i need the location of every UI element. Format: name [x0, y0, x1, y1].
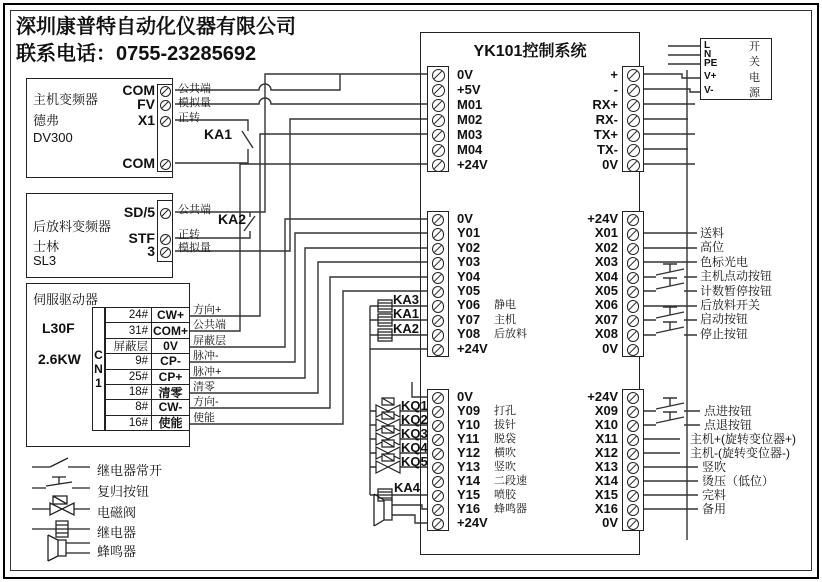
terminal-screw	[432, 159, 445, 172]
terminal-screw	[160, 116, 171, 127]
terminal-label: M02	[457, 111, 483, 127]
inverter2-terminal-strip	[157, 200, 173, 262]
terminal-label: Y13	[457, 459, 481, 474]
input-label: 主机+(旋转变位器+)	[690, 432, 797, 446]
terminal-label: Y03	[457, 254, 481, 270]
terminal-screw	[432, 129, 445, 142]
function-label	[494, 390, 527, 404]
terminal-label: Y12	[457, 445, 481, 460]
terminal-label: X10	[594, 417, 618, 432]
terminal-screw	[160, 208, 171, 219]
function-label: 喷胶	[494, 489, 516, 501]
servo-wire-labels	[193, 303, 226, 426]
terminal-screw	[627, 300, 639, 312]
function-label: 蜂鸣器	[494, 503, 527, 515]
terminal-screw	[627, 329, 639, 341]
pushbutton-symbols	[656, 264, 684, 423]
wire-label: 屏蔽层	[193, 334, 226, 347]
inverter1-brand: 德弗	[33, 113, 60, 128]
terminal-screw	[627, 99, 640, 112]
function-label	[494, 270, 527, 284]
terminal-label: RX+	[592, 96, 618, 112]
table-row	[106, 353, 189, 368]
input-label: 完料	[702, 488, 727, 502]
yk101-br-labels	[558, 390, 618, 530]
terminal-screw	[432, 214, 444, 226]
function-label	[494, 516, 527, 530]
terminal-label: SD/5	[123, 204, 155, 220]
power-terminal-label: N	[704, 49, 712, 60]
power-terminal-label: PE	[704, 58, 718, 69]
terminal-label: TX-	[597, 141, 618, 157]
input-label: 停止按钮	[700, 326, 749, 341]
terminal-screw	[432, 114, 445, 127]
valve-label: KQ2	[401, 412, 428, 427]
terminal-screw	[627, 434, 639, 446]
terminal-label: Y02	[457, 239, 481, 255]
yk101-strip-top-right	[622, 66, 644, 172]
terminal-label: +	[610, 66, 618, 82]
wire-label: 方向+	[193, 304, 222, 316]
yk101-bl-function-labels	[494, 390, 527, 530]
legend-valve-icon	[32, 496, 90, 515]
terminal-screw	[627, 476, 639, 488]
valve-label: KQ1	[401, 398, 428, 413]
terminal-screw	[432, 448, 444, 460]
terminal-screw	[627, 286, 639, 298]
yk101-ml-function-labels	[494, 212, 527, 356]
pin-name-cell: CP-	[160, 354, 181, 369]
terminal-screw	[432, 406, 444, 418]
inverter2-model: SL3	[33, 253, 57, 268]
terminal-label: STF	[128, 230, 155, 246]
connector-char: C	[94, 348, 103, 362]
wire-label: 使能	[193, 411, 215, 424]
wire-label: 正转	[178, 112, 200, 124]
wire-label: 模拟量	[178, 242, 211, 254]
terminal-screw	[432, 392, 444, 404]
pin-cell: 8#	[106, 400, 152, 414]
terminal-label: 0V	[457, 66, 473, 82]
table-row	[106, 338, 189, 353]
servo-connector-cn1	[92, 307, 105, 431]
power-terminal-label: V-	[704, 85, 714, 96]
terminal-screw	[627, 490, 639, 502]
terminal-screw	[627, 420, 639, 432]
terminal-label: Y05	[457, 282, 481, 298]
connector-char: N	[94, 362, 103, 376]
relay-coil-label: KA2	[393, 321, 420, 336]
terminal-screw	[627, 518, 639, 530]
legend-relay-contact-icon	[32, 458, 90, 467]
yk101-tl-labels	[457, 67, 488, 172]
terminal-screw	[432, 272, 444, 284]
table-row	[106, 399, 189, 414]
terminal-screw	[627, 243, 639, 255]
terminal-label: -	[613, 81, 618, 97]
function-label: 打孔	[494, 405, 516, 417]
table-row	[106, 308, 189, 322]
pin-name-cell: 使能	[158, 416, 183, 431]
terminal-screw	[627, 214, 639, 226]
terminal-screw	[432, 228, 444, 240]
terminal-label: Y04	[457, 268, 481, 284]
input-label: 点退按钮	[704, 418, 753, 432]
company-phone: 联系电话：0755-23285692	[16, 43, 257, 65]
terminal-screw	[432, 420, 444, 432]
valve-symbols	[376, 398, 400, 473]
valve-label: KQ3	[401, 426, 428, 441]
terminal-screw	[432, 434, 444, 446]
power-name-char: 电	[749, 71, 760, 84]
function-label: 脱袋	[494, 433, 516, 445]
terminal-label: X01	[594, 225, 618, 241]
inverter1-terminal-strip	[157, 84, 173, 172]
relay-coil-label: KA4	[394, 480, 421, 495]
terminal-screw	[627, 159, 640, 172]
terminal-label: 0V	[457, 210, 473, 226]
terminal-label: Y08	[457, 326, 481, 342]
terminal-screw	[627, 406, 639, 418]
terminal-label: Y10	[457, 417, 481, 432]
pin-name-cell: COM+	[152, 323, 188, 338]
pin-cell: 18#	[106, 385, 152, 399]
terminal-screw	[432, 257, 444, 269]
terminal-screw	[160, 86, 171, 97]
terminal-screw	[432, 144, 445, 157]
terminal-screw	[627, 392, 639, 404]
function-label: 拔针	[494, 419, 516, 431]
input-label: 点进按钮	[704, 404, 753, 418]
pin-cell: 24#	[106, 308, 152, 322]
terminal-screw	[627, 315, 639, 327]
input-label: 竖吹	[702, 460, 727, 474]
terminal-label: X08	[594, 326, 618, 342]
power-name-char: 开	[749, 41, 760, 53]
input-label: 备用	[702, 502, 727, 516]
terminal-screw	[627, 144, 640, 157]
table-row	[106, 384, 189, 399]
relay-contact-label-ka1: KA1	[204, 126, 233, 142]
table-row	[106, 322, 189, 337]
terminal-screw	[160, 159, 171, 170]
connector-char: 1	[95, 376, 102, 390]
input-label: 主机-(旋转变位器-)	[690, 446, 790, 460]
terminal-label: 0V	[602, 156, 618, 172]
terminal-screw	[160, 234, 171, 245]
servo-model: L30F	[42, 320, 75, 336]
terminal-screw	[432, 300, 444, 312]
wire-label: 脉冲+	[193, 365, 222, 378]
terminal-screw	[432, 286, 444, 298]
legend-symbols	[32, 458, 90, 561]
legend-label-relay-no: 继电器常开	[97, 463, 163, 478]
inverter2-brand: 士林	[33, 239, 60, 254]
wire-label: 正转	[178, 229, 200, 241]
yk101-strip-mid-left	[427, 211, 449, 357]
terminal-label: X11	[595, 431, 618, 446]
input-label: 计数暂停按钮	[700, 283, 773, 298]
input-label: 主机点动按钮	[700, 269, 773, 284]
terminal-screw	[627, 228, 639, 240]
terminal-label: X02	[594, 239, 618, 255]
terminal-screw	[432, 69, 445, 82]
terminal-label: +24V	[587, 210, 618, 226]
terminal-screw	[627, 84, 640, 97]
function-label: 二段速	[494, 475, 527, 487]
pin-cell: 屏蔽层	[106, 339, 152, 353]
yk101-strip-bottom-right	[622, 389, 644, 531]
terminal-screw	[627, 69, 640, 82]
wire-label: 方向-	[193, 396, 219, 409]
terminal-screw	[627, 272, 639, 284]
relay-contact-label-ka2: KA2	[218, 211, 247, 227]
terminal-label: M04	[457, 141, 483, 157]
terminal-screw	[432, 315, 444, 327]
servo-pin-table	[105, 307, 190, 431]
terminal-label: Y15	[457, 487, 481, 502]
terminal-label: +24V	[457, 340, 488, 356]
terminal-label: X03	[594, 254, 618, 270]
function-label	[494, 255, 527, 269]
legend-label-buzzer: 蜂鸣器	[97, 544, 137, 559]
terminal-screw	[160, 247, 171, 258]
servo-title: 伺服驱动器	[33, 292, 99, 307]
servo-power: 2.6KW	[38, 351, 81, 367]
terminal-label: COM	[122, 155, 155, 171]
terminal-label: Y07	[457, 311, 481, 327]
company-name: 深圳康普特自动化仪器有限公司	[16, 16, 296, 38]
terminal-screw	[627, 114, 640, 127]
input-label: 色标光电	[700, 254, 749, 269]
yk101-strip-mid-right	[622, 211, 644, 357]
terminal-label: X14	[594, 473, 618, 488]
terminal-screw	[627, 504, 639, 516]
function-label: 后放料	[494, 328, 527, 341]
terminal-label: +24V	[457, 515, 488, 530]
terminal-label: X07	[594, 311, 618, 327]
terminal-label: COM	[122, 82, 155, 98]
terminal-label: X16	[594, 501, 618, 516]
terminal-label: Y11	[457, 431, 480, 446]
input-label: 送料	[700, 225, 725, 240]
terminal-label: Y06	[457, 297, 481, 313]
yk101-title: YK101控制系统	[473, 43, 587, 60]
function-label: 主机	[494, 313, 516, 326]
input-label: 后放料开关	[700, 297, 761, 312]
pin-cell: 16#	[106, 416, 152, 430]
power-supply-name	[749, 40, 760, 101]
terminal-screw	[627, 448, 639, 460]
terminal-screw	[432, 99, 445, 112]
terminal-screw	[432, 476, 444, 488]
pin-cell: 9#	[106, 354, 152, 368]
terminal-label: Y16	[457, 501, 481, 516]
function-label: 横吹	[494, 447, 516, 459]
input-label: 启动按钮	[700, 312, 749, 327]
function-label	[494, 342, 527, 356]
legend-label-relay: 继电器	[97, 525, 137, 540]
function-label	[494, 284, 527, 298]
terminal-label: Y14	[457, 473, 481, 488]
terminal-label: X1	[137, 112, 155, 128]
pin-name-cell: 0V	[163, 338, 178, 353]
yk101-strip-top-left	[427, 66, 449, 172]
wire-label: 公共端	[193, 319, 226, 332]
power-terminal-label: L	[704, 40, 711, 51]
yk101-strip-bottom-left	[427, 389, 449, 531]
inverter2-title: 后放料变频器	[33, 219, 112, 234]
wire-label: 脉冲-	[193, 350, 219, 363]
pin-name-cell: CW-	[158, 400, 183, 415]
wire-label: 模拟量	[178, 97, 211, 109]
inverter1-title: 主机变频器	[33, 92, 99, 107]
wire-label: 清零	[193, 380, 215, 393]
pin-name-cell: CP+	[158, 369, 183, 384]
power-name-char: 源	[749, 86, 760, 99]
relay-coil-label: KA1	[393, 306, 420, 321]
terminal-screw	[432, 344, 444, 356]
legend-buzzer-icon	[48, 535, 90, 561]
terminal-label: 0V	[457, 389, 473, 404]
terminal-label: +24V	[457, 156, 488, 172]
legend-label-reset-button: 复归按钮	[97, 484, 150, 499]
terminal-screw	[432, 490, 444, 502]
legend-relay-coil-icon	[32, 521, 90, 537]
terminal-label: FV	[137, 96, 155, 112]
terminal-screw	[627, 344, 639, 356]
yk101-mr-labels	[558, 212, 618, 356]
terminal-screw	[432, 329, 444, 341]
terminal-label: X13	[594, 459, 618, 474]
yk101-ml-labels	[457, 212, 488, 356]
pin-cell: 31#	[106, 323, 152, 337]
input-label: 烫压（低位）	[702, 474, 775, 488]
table-row	[106, 415, 189, 430]
terminal-screw	[627, 462, 639, 474]
terminal-label: X12	[594, 445, 618, 460]
terminal-label: 3	[147, 243, 155, 259]
terminal-label: 0V	[602, 515, 618, 530]
valve-label: KQ4	[401, 440, 428, 455]
relay-coil-label: KA3	[393, 292, 420, 307]
terminal-label: 0V	[602, 340, 618, 356]
power-name-char: 关	[749, 56, 760, 69]
terminal-label: RX-	[595, 111, 618, 127]
wire-label: 公共端	[178, 204, 211, 216]
terminal-screw	[432, 84, 445, 97]
terminal-screw	[432, 243, 444, 255]
terminal-screw	[432, 518, 444, 530]
function-label	[494, 212, 527, 226]
terminal-label: X06	[594, 297, 618, 313]
pin-name-cell: 清零	[158, 385, 183, 400]
valve-label: KQ5	[401, 454, 428, 469]
terminal-screw	[432, 462, 444, 474]
inverter1-model: DV300	[33, 130, 73, 145]
wire-label: 公共端	[178, 83, 211, 95]
function-label: 静电	[494, 299, 516, 312]
terminal-label: M03	[457, 126, 483, 142]
terminal-screw	[627, 129, 640, 142]
terminal-label: Y09	[457, 403, 481, 418]
legend-label-solenoid-valve: 电磁阀	[97, 505, 137, 520]
terminal-label: X05	[594, 282, 618, 298]
table-row	[106, 369, 189, 384]
terminal-label: +24V	[587, 389, 618, 404]
terminal-label: X09	[594, 403, 618, 418]
terminal-label: X15	[594, 487, 618, 502]
yk101-tr-labels	[558, 67, 618, 172]
terminal-label: Y01	[457, 225, 481, 241]
terminal-label: +5V	[457, 81, 481, 97]
pin-name-cell: CW+	[157, 308, 184, 323]
terminal-screw	[627, 257, 639, 269]
power-terminal-label: V+	[704, 71, 717, 82]
terminal-label: X04	[594, 268, 618, 284]
yk101-bl-labels	[457, 390, 488, 530]
legend-pushbutton-icon	[32, 477, 90, 488]
terminal-label: TX+	[593, 126, 618, 142]
pin-cell: 25#	[106, 370, 152, 384]
terminal-screw	[432, 504, 444, 516]
terminal-screw	[160, 100, 171, 111]
input-label: 高位	[700, 240, 725, 255]
function-label: 竖吹	[494, 461, 516, 473]
input-labels-bottom	[690, 404, 796, 516]
terminal-label: M01	[457, 96, 483, 112]
input-labels-mid	[700, 226, 772, 342]
function-label	[494, 226, 527, 240]
function-label	[494, 241, 527, 255]
